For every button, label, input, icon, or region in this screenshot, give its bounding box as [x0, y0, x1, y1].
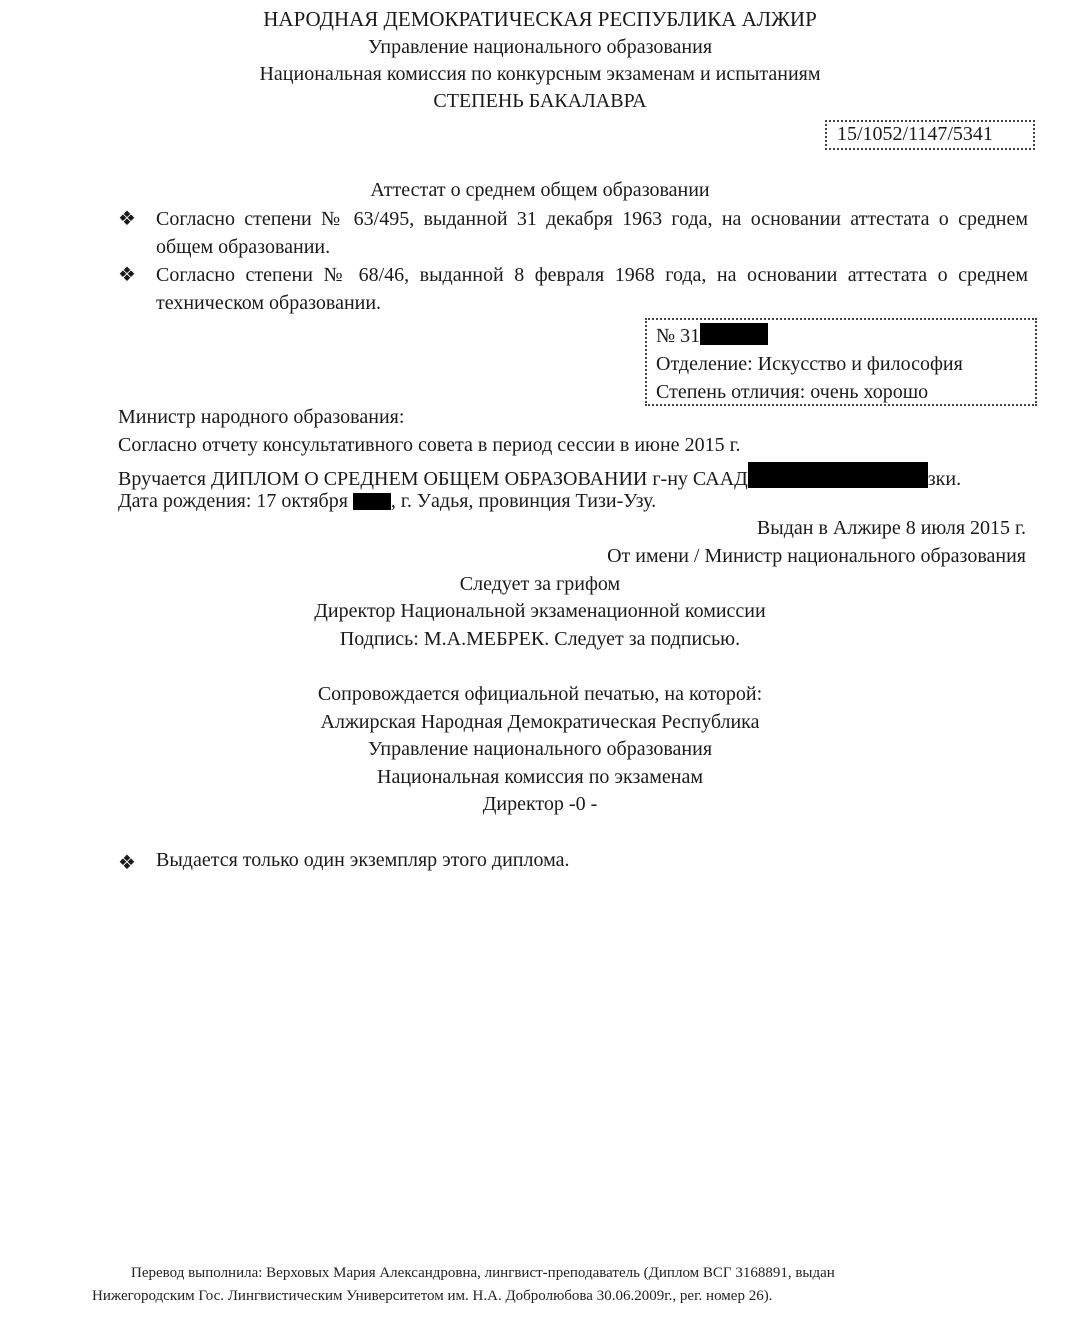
- final-bullet-text: Выдается только один экземпляр этого диплома.: [156, 849, 570, 871]
- bullet-icon: ❖: [118, 208, 136, 230]
- seal-line-1: Алжирская Народная Демократическая Республика: [320, 711, 760, 733]
- honors-line: Степень отличия: очень хорошо: [656, 381, 929, 403]
- seal-intro: Сопровождается официальной печатью, на которой:: [317, 683, 763, 705]
- certificate-title: Аттестат о среднем общем образовании: [370, 179, 710, 201]
- reference-number-box: [825, 120, 1035, 150]
- bullet-text-1: Согласно степени № 63/495, выданной 31 декабря 1963 года, на основании аттестата о среднем общем образовании.: [156, 208, 1028, 258]
- header-ministry: Управление национального образования: [367, 36, 713, 58]
- department-line: Отделение: Искусство и философия: [656, 353, 963, 375]
- diploma-info-box: [645, 318, 1037, 406]
- signature-line: Подпись: М.А.МЕБРЕК. Следует за подписью.: [339, 628, 741, 650]
- minister-line: Министр народного образования:: [118, 406, 405, 428]
- diploma-number: № 31: [656, 325, 701, 347]
- redaction-mark: [353, 493, 391, 510]
- on-behalf-line: От имени / Министр национального образования: [607, 545, 1026, 567]
- award-text: Вручается ДИПЛОМ О СРЕДНЕМ ОБЩЕМ ОБРАЗОВАНИИ г-ну СААД: [118, 468, 748, 490]
- seal-line-2: Управление национального образования: [367, 738, 713, 760]
- stamp-follows-line: Следует за грифом: [459, 573, 621, 595]
- bullet-icon: ❖: [118, 264, 136, 286]
- birth-line: [118, 490, 656, 513]
- bullet-icon: ❖: [118, 852, 136, 874]
- issued-line: Выдан в Алжире 8 июля 2015 г.: [756, 517, 1026, 539]
- header-country: НАРОДНАЯ ДЕМОКРАТИЧЕСКАЯ РЕСПУБЛИКА АЛЖИР: [263, 7, 817, 31]
- diploma-number-line: [656, 322, 1035, 350]
- director-line: Директор Национальной экзаменационной комиссии: [314, 600, 766, 622]
- award-line: [118, 462, 961, 491]
- seal-line-3: Национальная комиссия по экзаменам: [377, 766, 703, 788]
- birth-place-text: , г. Уадья, провинция Тизи-Узу.: [390, 490, 657, 512]
- seal-line-4: Директор -0 -: [482, 793, 598, 815]
- header-degree: СТЕПЕНЬ БАКАЛАВРА: [433, 90, 647, 112]
- redaction-mark: [700, 323, 768, 345]
- bullet-text-2: Согласно степени № 68/46, выданной 8 февраля 1968 года, на основании аттестата о среднем техническом образовании.: [156, 264, 1028, 314]
- award-suffix: зки.: [927, 468, 962, 490]
- translator-note-line-2: Нижегородским Гос. Лингвистическим Университетом им. Н.А. Добролюбова 30.06.2009г., рег. номер 26).: [92, 1288, 773, 1304]
- report-line: Согласно отчету консультативного совета в период сессии в июне 2015 г.: [118, 434, 741, 456]
- header-commission: Национальная комиссия по конкурсным экзаменам и испытаниям: [259, 63, 821, 85]
- redaction-mark: [748, 462, 928, 488]
- reference-number: 15/1052/1147/5341: [837, 123, 993, 145]
- translator-note-line-1: Перевод выполнила: Верховых Мария Александровна, лингвист-преподаватель (Диплом ВСГ 3168891, выдан: [131, 1265, 835, 1281]
- birth-date-text: Дата рождения: 17 октября: [118, 490, 348, 512]
